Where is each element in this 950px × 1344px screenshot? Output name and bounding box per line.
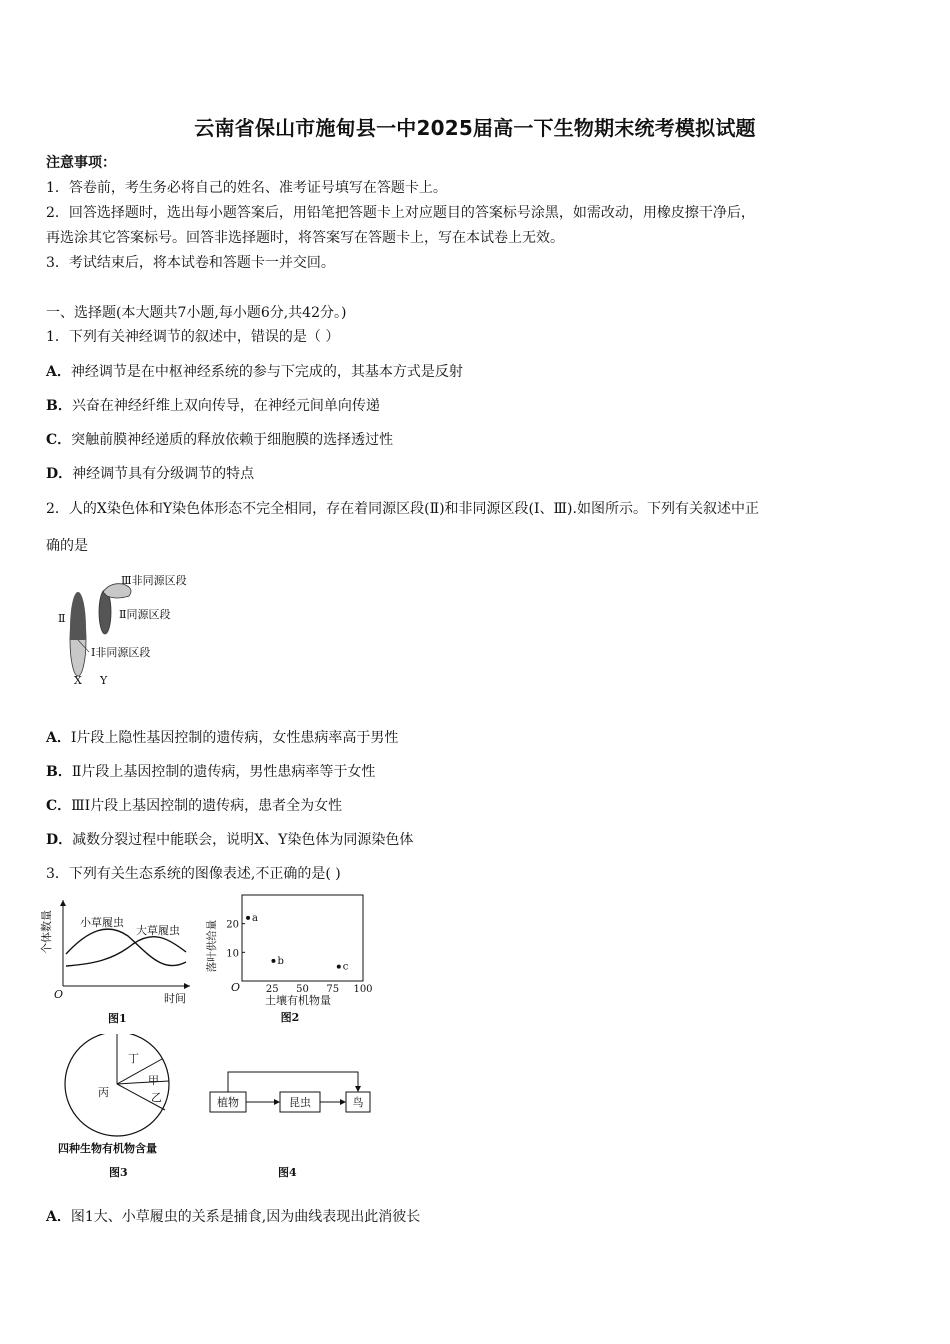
scatter-point-c xyxy=(337,965,341,969)
arrow-head xyxy=(340,1099,346,1105)
fig1-origin: O xyxy=(54,988,64,1001)
label-small-paramecium: 小草履虫 xyxy=(80,916,124,929)
node-insect-label: 昆虫 xyxy=(289,1096,311,1109)
slice-label-jia: 甲 xyxy=(148,1074,159,1087)
option-text: 兴奋在神经纤维上双向传导，在神经元间单向传递 xyxy=(71,398,380,414)
x-axis-arrow xyxy=(184,983,190,989)
slice-label-bing: 丙 xyxy=(98,1086,109,1099)
q1-option-c xyxy=(46,429,393,449)
fig1-ylabel: 个体数量 xyxy=(40,910,53,954)
label-iii-nonhomologous: Ⅲ非同源区段 xyxy=(121,574,187,587)
fig2-ylabel: 落叶供给量 xyxy=(206,919,218,973)
pie-divider-2 xyxy=(117,1081,169,1084)
x-tick-label: 75 xyxy=(326,984,340,995)
q2-stem-continued: 确的是 xyxy=(46,538,88,554)
fig1-caption: 图1 xyxy=(108,1012,127,1025)
notice-item: 3．考试结束后，将本试卷和答题卡一并交回。 xyxy=(46,255,335,271)
option-text: 图1大、小草履虫的关系是捕食,因为曲线表现出此消彼长 xyxy=(70,1209,421,1225)
q1-option-b xyxy=(46,395,380,415)
option-text: 突触前膜神经递质的释放依赖于细胞膜的选择透过性 xyxy=(71,432,394,448)
scatter-point-label: a xyxy=(252,912,259,924)
option-label: A． xyxy=(46,730,71,746)
option-label: D． xyxy=(46,466,73,482)
node-plant-label: 植物 xyxy=(217,1096,239,1109)
section-heading: 一、选择题(本大题共7小题,每小题6分,共42分。) xyxy=(46,305,347,321)
x-tick-label: 100 xyxy=(353,984,373,995)
slice-label-ding: 丁 xyxy=(128,1052,139,1065)
arrow-head xyxy=(355,1086,361,1092)
curve-large-paramecium xyxy=(66,937,186,966)
x-tick-label: 50 xyxy=(296,984,309,995)
scatter-point-label: b xyxy=(277,955,284,967)
q1-option-d xyxy=(46,463,254,483)
notice-item: 再选涂其它答案标号。回答非选择题时，将答案写在答题卡上，写在本试卷上无效。 xyxy=(46,230,564,246)
fig2-caption: 图2 xyxy=(280,1011,300,1024)
q1-option-a xyxy=(46,361,463,381)
notice-heading: 注意事项： xyxy=(46,155,116,171)
node-bird-label: 鸟 xyxy=(352,1096,364,1109)
x-tick-label: 25 xyxy=(265,984,279,995)
q2-option-a xyxy=(46,727,398,747)
scatter-point-label: c xyxy=(342,961,349,973)
notice-item: 2．回答选择题时，选出每小题答案后，用铅笔把答题卡上对应题目的答案标号涂黑，如需改动，用橡皮擦干净后， xyxy=(46,205,755,221)
fig3-caption: 图3 xyxy=(109,1166,128,1179)
option-label: B． xyxy=(46,764,72,780)
q3-stem: 3．下列有关生态系统的图像表述,不正确的是( ) xyxy=(46,866,341,882)
label-large-paramecium: 大草履虫 xyxy=(136,924,180,937)
page-title: 云南省保山市施甸县一中2025届高一下生物期末统考模拟试题 xyxy=(194,116,756,140)
option-label: A． xyxy=(46,1209,71,1225)
notice-item: 1．答卷前，考生务必将自己的姓名、准考证号填写在答题卡上。 xyxy=(46,180,447,196)
fig1-xlabel: 时间 xyxy=(164,992,186,1005)
option-label: B． xyxy=(46,398,72,414)
scatter-point-b xyxy=(271,959,275,963)
option-text: 神经调节是在中枢神经系统的参与下完成的，其基本方式是反射 xyxy=(70,364,463,380)
figure-3-pie-chart xyxy=(50,1034,195,1184)
scatter-point-a xyxy=(246,916,250,920)
option-text: I片段上隐性基因控制的遗传病，女性患病率高于男性 xyxy=(70,730,399,746)
q2-option-b xyxy=(46,761,375,781)
label-x: X xyxy=(74,674,82,687)
y-axis-arrow xyxy=(60,900,66,906)
y-tick-label: 10 xyxy=(226,948,239,960)
label-i-nonhomologous: Ⅰ非同源区段 xyxy=(91,646,151,659)
fig4-caption: 图4 xyxy=(278,1166,297,1179)
label-ii-left: Ⅱ xyxy=(58,612,66,625)
slice-label-yi: 乙 xyxy=(151,1091,162,1104)
q1-stem: 1．下列有关神经调节的叙述中，错误的是（ ） xyxy=(46,329,340,345)
q3-option-a xyxy=(46,1206,420,1226)
q2-option-d xyxy=(46,829,413,849)
y-tick-label: 20 xyxy=(226,919,239,931)
arrow-head xyxy=(274,1099,280,1105)
q2-stem: 2．人的X染色体和Y染色体形态不完全相同，存在着同源区段(Ⅱ)和非同源区段(Ⅰ、Ⅲ).如图所示。下列有关叙述中正 xyxy=(46,501,759,517)
option-label: A． xyxy=(46,364,71,380)
figure-1-population-curves xyxy=(38,892,198,1032)
q2-option-c xyxy=(46,795,342,815)
option-label: C． xyxy=(46,432,72,448)
figure-4-food-web xyxy=(200,1058,380,1184)
chromosome-figure xyxy=(55,570,245,695)
label-y: Y xyxy=(100,674,108,687)
option-text: Ⅱ片段上基因控制的遗传病，男性患病率等于女性 xyxy=(71,764,376,780)
arrow-plant-bird xyxy=(228,1072,358,1092)
x-chromosome-homologous-segment xyxy=(70,592,86,640)
label-ii-homologous: Ⅱ同源区段 xyxy=(119,608,171,621)
option-text: ⅢI片段上基因控制的遗传病，患者全为女性 xyxy=(71,798,343,814)
option-label: C． xyxy=(46,798,72,814)
option-text: 神经调节具有分级调节的特点 xyxy=(72,466,255,482)
figure-2-scatter-chart xyxy=(205,890,385,1030)
fig3-subtitle: 四种生物有机物含量 xyxy=(58,1142,157,1155)
option-label: D． xyxy=(46,832,73,848)
fig2-origin: O xyxy=(231,981,241,994)
fig2-xlabel: 土壤有机物量 xyxy=(265,994,331,1007)
option-text: 减数分裂过程中能联会，说明X、Y染色体为同源染色体 xyxy=(72,832,414,848)
